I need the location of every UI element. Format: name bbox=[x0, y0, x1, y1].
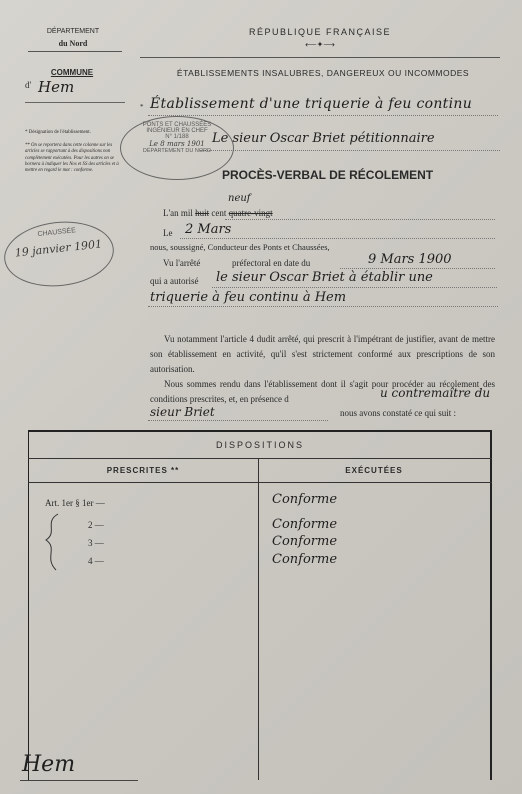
republic-heading: RÉPUBLIQUE FRANÇAISE bbox=[248, 27, 392, 37]
document-title: PROCÈS-VERBAL DE RÉCOLEMENT bbox=[222, 168, 434, 182]
dotted-rule bbox=[225, 219, 495, 220]
footnote-marker: * bbox=[140, 103, 144, 111]
dotted-rule bbox=[200, 150, 500, 151]
undersigned-line: nous, soussigné, Conducteur des Ponts et Chaussées, bbox=[150, 242, 330, 252]
signature-underline bbox=[20, 780, 138, 781]
dotted-rule bbox=[180, 238, 495, 239]
commune-rule bbox=[25, 102, 125, 103]
table-column-divider bbox=[258, 458, 259, 780]
table-top-border bbox=[28, 430, 492, 432]
note-instructions: ** On se reportera dans cette colonne sur les articles se rapportant à des dispositions non complètement exécutées. Pour les autres on se bornera à indiquer les Nos et SS des articles et à mettre en regard le mot : conforme. bbox=[25, 143, 119, 174]
authorized-text-2: triquerie à feu continu à Hem bbox=[150, 290, 347, 305]
table-row-article: 2 — bbox=[88, 520, 104, 530]
col-prescrites: PRESCRITES ** bbox=[106, 466, 180, 475]
stamp-line: INGÉNIEUR EN CHEF bbox=[146, 128, 208, 134]
stamp-line: PONTS ET CHAUSSÉES bbox=[142, 122, 212, 128]
dotted-rule bbox=[148, 420, 328, 421]
table-rule bbox=[28, 482, 492, 483]
commune-name: Hem bbox=[38, 78, 75, 96]
table-row-status: Conforme bbox=[272, 517, 338, 532]
stamp-date: 19 janvier 1901 bbox=[14, 237, 103, 260]
le-label: Le bbox=[163, 228, 173, 238]
visit-date: 2 Mars bbox=[185, 222, 232, 237]
department-label: DÉPARTEMENT bbox=[46, 28, 100, 35]
ornament: ⟵✦⟶ bbox=[305, 40, 335, 49]
table-title: DISPOSITIONS bbox=[215, 440, 304, 450]
authorized-text: le sieur Oscar Briet à établir une bbox=[216, 270, 433, 285]
year-struck-2: quatre-vingt bbox=[228, 208, 273, 218]
dotted-rule bbox=[148, 306, 498, 307]
brace-mark bbox=[36, 512, 66, 574]
receipt-stamp bbox=[1, 216, 117, 291]
commune-prefix: d' bbox=[25, 80, 32, 90]
article-paragraph: Vu notamment l'article 4 dudit arrêté, qui prescrit à l'impétrant de justifier, avant de mettre son établissement en activité, qu'il s'est strictement conformé aux prescriptions de son autorisation. bbox=[150, 334, 495, 374]
year-prefix: L'an mil bbox=[163, 208, 193, 218]
stamp-line: CHAUSSÉE bbox=[37, 227, 77, 239]
authorized-label: qui a autorisé bbox=[150, 276, 199, 286]
header-rule bbox=[140, 57, 500, 58]
petitioner-name: Le sieur Oscar Briet pétitionnaire bbox=[212, 131, 435, 146]
arrete-date: 9 Mars 1900 bbox=[368, 252, 452, 267]
note-designation: * Désignation de l'établissement. bbox=[25, 130, 91, 135]
year-line bbox=[163, 208, 273, 218]
table-row-article: 3 — bbox=[88, 538, 104, 548]
department-name: du Nord bbox=[58, 39, 88, 48]
presence-text-2: sieur Briet bbox=[150, 405, 215, 419]
dotted-rule bbox=[340, 268, 495, 269]
signature: Hem bbox=[22, 752, 76, 777]
col-executees: EXÉCUTÉES bbox=[345, 466, 403, 475]
official-stamp bbox=[120, 116, 234, 180]
table-row-status: Conforme bbox=[272, 552, 338, 567]
establishment-name: Établissement d'une triquerie à feu continu bbox=[150, 96, 473, 112]
year-struck: huit bbox=[195, 208, 210, 218]
table-row-status: Conforme bbox=[272, 492, 338, 507]
stamp-line: DÉPARTEMENT DU NORD bbox=[142, 148, 212, 154]
year-mid: cent bbox=[211, 208, 227, 218]
stamp-line: N° 1/188 bbox=[165, 134, 189, 140]
table-row-status: Conforme bbox=[272, 534, 338, 549]
category-heading: ÉTABLISSEMENTS INSALUBRES, DANGEREUX OU INCOMMODES bbox=[176, 68, 470, 78]
divider bbox=[28, 51, 122, 52]
stamp-date: Le 8 mars 1901 bbox=[149, 140, 205, 148]
dotted-rule bbox=[212, 287, 497, 288]
presence-text: u contremaître du bbox=[380, 386, 491, 400]
year-insert: neuf bbox=[228, 193, 251, 204]
commune-label: COMMUNE bbox=[50, 68, 94, 77]
prefectoral-label: préfectoral en date du bbox=[232, 258, 311, 268]
table-row-article: Art. 1er § 1er — bbox=[45, 498, 105, 508]
dotted-rule bbox=[148, 115, 498, 116]
table-rule bbox=[28, 458, 492, 459]
vu-label: Vu l'arrêté bbox=[163, 258, 201, 268]
visit-paragraph: Nous sommes rendu dans l'établissement dont il s'agit pour procéder au récolement des conditions prescrites, et, en présence d bbox=[150, 379, 495, 404]
table-row-article: 4 — bbox=[88, 556, 104, 566]
constat-line: nous avons constaté ce qui suit : bbox=[340, 408, 456, 418]
